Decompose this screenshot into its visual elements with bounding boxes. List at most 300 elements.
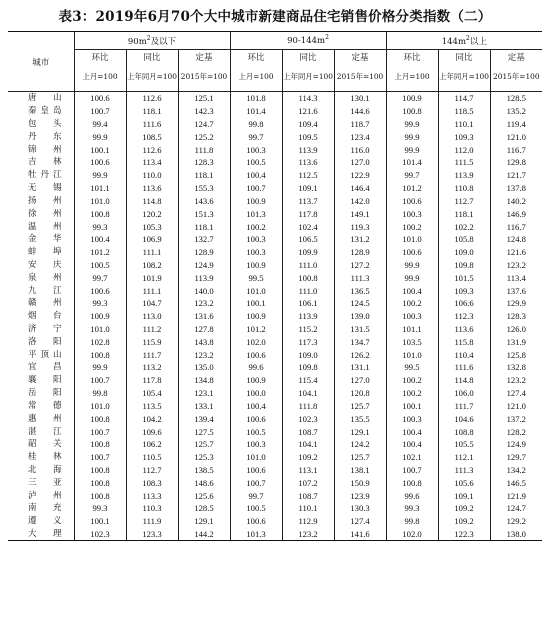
index-value: 100.9 [230,195,282,208]
index-value: 109.9 [282,246,334,259]
index-value: 127.2 [334,259,386,272]
index-value: 150.9 [334,476,386,489]
index-value: 111.5 [438,156,490,169]
index-value: 110.5 [126,451,178,464]
index-value: 101.8 [230,92,282,105]
sub-header-label: 环比 [74,50,126,64]
index-value: 102.0 [386,528,438,541]
index-value: 132.7 [178,233,230,246]
index-value: 107.2 [282,476,334,489]
index-value: 100.4 [386,425,438,438]
index-value: 121.9 [490,489,542,502]
index-value: 110.8 [438,182,490,195]
index-value: 126.2 [334,348,386,361]
index-value: 119.3 [334,220,386,233]
table-row [8,502,542,515]
index-value: 100.6 [386,195,438,208]
index-value: 101.1 [74,182,126,195]
index-value: 138.5 [178,464,230,477]
index-value: 112.7 [126,464,178,477]
city-name: 金华 [28,234,62,245]
index-value: 99.3 [74,297,126,310]
index-value: 138.1 [334,464,386,477]
index-value: 99.5 [386,361,438,374]
table-row [8,438,542,451]
index-value: 129.7 [490,451,542,464]
index-value: 100.6 [230,464,282,477]
group-header-small [74,32,230,50]
index-value: 115.8 [438,335,490,348]
index-value: 100.6 [230,348,282,361]
index-value: 109.0 [282,348,334,361]
index-value: 122.9 [334,169,386,182]
index-value: 116.7 [490,220,542,233]
table-row [8,361,542,374]
price-index-table-container [8,31,542,541]
index-value: 101.1 [386,323,438,336]
index-value: 109.5 [282,130,334,143]
index-value: 102.1 [386,451,438,464]
index-value: 128.3 [490,310,542,323]
index-value: 110.3 [126,502,178,515]
sub-header-label: 环比 [386,50,438,64]
index-value: 111.6 [438,361,490,374]
city-name: 扬州 [28,195,62,206]
table-row [8,297,542,310]
index-value: 138.0 [490,528,542,541]
index-value: 111.2 [126,323,178,336]
index-value: 101.4 [386,156,438,169]
sub-header-label: 定基 [334,50,386,64]
index-value: 113.1 [282,464,334,477]
index-value: 130.3 [334,502,386,515]
index-value: 125.6 [178,489,230,502]
index-value: 142.3 [178,105,230,118]
index-value: 151.3 [178,207,230,220]
index-value: 119.4 [490,118,542,131]
index-value: 128.5 [178,502,230,515]
index-value: 121.0 [490,130,542,143]
city-name: 吉林 [28,157,62,168]
index-value: 100.1 [386,400,438,413]
city-name: 锦州 [28,144,62,155]
table-row [8,476,542,489]
index-value: 113.9 [438,169,490,182]
index-value: 102.4 [282,220,334,233]
index-value: 127.0 [334,374,386,387]
index-value: 108.8 [438,425,490,438]
index-value: 111.8 [282,400,334,413]
city-name: 牡丹江 [28,170,62,181]
city-name: 韶关 [28,439,62,450]
group-label: 90-144m [287,35,326,46]
index-value: 109.8 [282,361,334,374]
index-value: 112.7 [438,195,490,208]
index-value: 99.6 [386,489,438,502]
index-value: 106.0 [438,387,490,400]
index-value: 113.3 [126,489,178,502]
index-value: 109.2 [438,502,490,515]
city-name: 无锡 [28,183,62,194]
index-value: 125.7 [334,451,386,464]
city-name: 安庆 [28,259,62,270]
index-value: 100.7 [74,451,126,464]
index-value: 101.3 [230,528,282,541]
sub-header-label: 定基 [178,50,230,64]
index-value: 100.1 [74,143,126,156]
index-value: 100.3 [386,207,438,220]
index-value: 108.7 [282,425,334,438]
index-value: 101.0 [74,195,126,208]
table-row [8,169,542,182]
index-value: 123.4 [334,130,386,143]
index-value: 110.4 [438,348,490,361]
index-value: 128.9 [334,246,386,259]
index-value: 123.2 [490,374,542,387]
index-value: 112.5 [282,169,334,182]
index-value: 100.6 [230,412,282,425]
index-value: 100.0 [230,387,282,400]
index-value: 144.2 [178,528,230,541]
index-value: 102.3 [74,528,126,541]
index-value: 113.6 [438,323,490,336]
index-value: 113.6 [282,156,334,169]
index-value: 146.9 [490,207,542,220]
table-row [8,118,542,131]
index-value: 125.7 [334,400,386,413]
index-value: 117.8 [126,374,178,387]
index-value: 101.0 [230,284,282,297]
index-value: 99.9 [386,143,438,156]
index-value: 155.3 [178,182,230,195]
group-header-medium [230,32,386,50]
index-value: 111.3 [438,464,490,477]
base-period-label: 上年同月=100 [438,63,490,92]
index-value: 129.8 [490,156,542,169]
index-value: 131.2 [334,233,386,246]
index-value: 100.4 [230,400,282,413]
index-value: 115.9 [126,335,178,348]
index-value: 114.8 [438,374,490,387]
index-value: 111.1 [126,246,178,259]
index-value: 110.1 [282,502,334,515]
index-value: 100.8 [74,348,126,361]
index-value: 100.7 [74,374,126,387]
group-label: 90m [127,36,147,47]
index-value: 143.6 [178,195,230,208]
index-value: 100.2 [386,297,438,310]
city-name: 九江 [28,285,62,296]
table-row [8,464,542,477]
index-value: 108.2 [126,259,178,272]
index-value: 127.0 [334,156,386,169]
index-value: 125.7 [178,438,230,451]
index-value: 143.8 [178,335,230,348]
index-value: 113.6 [126,182,178,195]
index-value: 128.9 [178,246,230,259]
city-name: 平顶山 [28,349,62,360]
index-value: 124.7 [178,118,230,131]
index-value: 121.0 [490,400,542,413]
index-value: 149.1 [334,207,386,220]
table-row [8,528,542,541]
table-row [8,182,542,195]
index-value: 122.3 [438,528,490,541]
table-row [8,374,542,387]
index-value: 135.0 [178,361,230,374]
city-name: 南充 [28,503,62,514]
index-value: 100.8 [282,271,334,284]
index-value: 112.6 [126,143,178,156]
index-value: 100.3 [230,143,282,156]
index-value: 136.5 [334,284,386,297]
index-value: 99.8 [74,387,126,400]
index-value: 100.9 [230,259,282,272]
index-value: 127.8 [178,323,230,336]
index-value: 104.1 [282,438,334,451]
index-value: 112.9 [282,515,334,528]
city-name: 泉州 [28,272,62,283]
index-value: 100.9 [230,310,282,323]
table-row [8,246,542,259]
index-value: 129.2 [490,515,542,528]
index-value: 101.0 [386,233,438,246]
table-body [8,92,542,541]
index-value: 117.8 [282,207,334,220]
index-value: 111.0 [282,284,334,297]
index-value: 132.8 [490,361,542,374]
index-value: 111.9 [126,515,178,528]
index-value: 102.0 [230,335,282,348]
index-value: 100.8 [74,438,126,451]
city-name: 宜昌 [28,362,62,373]
table-row [8,92,542,105]
index-value: 113.9 [282,310,334,323]
index-value: 125.3 [178,451,230,464]
index-value: 121.6 [282,105,334,118]
index-value: 125.2 [178,130,230,143]
index-value: 108.3 [126,476,178,489]
index-value: 131.6 [178,310,230,323]
index-value: 99.9 [386,118,438,131]
sub-header-label: 同比 [282,50,334,64]
index-value: 134.7 [334,335,386,348]
index-value: 105.8 [438,233,490,246]
index-value: 100.4 [386,438,438,451]
index-value: 99.9 [74,169,126,182]
table-row [8,130,542,143]
index-value: 127.5 [178,425,230,438]
index-value: 124.9 [178,259,230,272]
index-value: 101.0 [74,400,126,413]
table-row [8,348,542,361]
index-value: 121.6 [490,246,542,259]
index-value: 104.6 [438,412,490,425]
table-row [8,156,542,169]
sub-header-label: 同比 [126,50,178,64]
index-value: 99.9 [386,130,438,143]
index-value: 105.5 [438,438,490,451]
index-value: 100.8 [74,489,126,502]
index-value: 106.1 [282,297,334,310]
index-value: 106.9 [126,233,178,246]
index-value: 114.7 [438,92,490,105]
index-value: 125.1 [178,92,230,105]
index-value: 129.1 [178,515,230,528]
index-value: 106.6 [438,297,490,310]
price-index-table [8,31,542,541]
index-value: 101.5 [438,271,490,284]
index-value: 100.4 [230,169,282,182]
index-value: 100.3 [230,246,282,259]
index-value: 100.8 [74,207,126,220]
group-label-suffix: 及以下 [150,36,177,47]
city-name: 北海 [28,464,62,475]
index-value: 123.2 [490,259,542,272]
index-value: 124.7 [490,502,542,515]
index-value: 128.5 [490,92,542,105]
index-value: 111.7 [438,400,490,413]
index-value: 121.7 [490,169,542,182]
index-value: 105.6 [438,476,490,489]
index-value: 99.8 [386,515,438,528]
index-value: 100.8 [74,476,126,489]
index-value: 99.9 [74,361,126,374]
index-value: 100.2 [386,374,438,387]
index-value: 100.3 [230,438,282,451]
index-value: 139.4 [178,412,230,425]
index-value: 113.0 [126,310,178,323]
city-name: 烟台 [28,311,62,322]
index-value: 131.5 [334,323,386,336]
city-name: 包头 [28,119,62,130]
index-value: 123.1 [178,387,230,400]
index-value: 100.8 [74,464,126,477]
index-value: 108.5 [126,130,178,143]
group-label-sup: 2 [466,34,470,42]
index-value: 118.1 [126,105,178,118]
index-value: 112.1 [438,451,490,464]
index-value: 129.1 [334,425,386,438]
index-value: 102.2 [438,220,490,233]
table-row [8,412,542,425]
city-name: 遵义 [28,516,62,527]
city-name: 赣州 [28,298,62,309]
index-value: 101.2 [230,323,282,336]
index-value: 123.2 [282,528,334,541]
table-header [8,32,542,92]
index-value: 139.0 [334,310,386,323]
index-value: 113.4 [490,271,542,284]
index-value: 109.1 [438,489,490,502]
table-row [8,105,542,118]
index-value: 100.2 [230,220,282,233]
index-value: 100.6 [386,246,438,259]
index-value: 126.0 [490,323,542,336]
index-value: 118.5 [438,105,490,118]
index-value: 100.7 [386,464,438,477]
index-value: 100.4 [386,284,438,297]
index-value: 128.3 [178,156,230,169]
base-period-label: 上月=100 [386,63,438,92]
city-name: 襄阳 [28,375,62,386]
index-value: 100.7 [230,182,282,195]
index-value: 100.3 [386,412,438,425]
index-value: 99.9 [386,259,438,272]
table-row [8,489,542,502]
city-name: 洛阳 [28,336,62,347]
index-value: 142.0 [334,195,386,208]
index-value: 100.1 [230,297,282,310]
index-value: 114.8 [126,195,178,208]
index-value: 111.3 [334,271,386,284]
index-value: 113.4 [126,156,178,169]
index-value: 114.3 [282,92,334,105]
index-value: 100.6 [74,284,126,297]
group-header-large [386,32,542,50]
table-row [8,220,542,233]
index-value: 104.7 [126,297,178,310]
index-value: 108.7 [282,489,334,502]
table-row [8,259,542,272]
index-value: 111.7 [126,348,178,361]
index-value: 100.6 [74,156,126,169]
index-value: 101.2 [74,246,126,259]
index-value: 112.3 [438,310,490,323]
table-row [8,515,542,528]
index-value: 100.5 [74,259,126,272]
index-value: 113.2 [126,361,178,374]
index-value: 105.3 [126,220,178,233]
city-name: 桂林 [28,452,62,463]
index-value: 100.8 [386,105,438,118]
index-value: 100.1 [74,515,126,528]
city-name: 湛江 [28,426,62,437]
index-value: 125.8 [490,348,542,361]
index-value: 118.1 [178,169,230,182]
index-value: 101.0 [74,323,126,336]
group-label: 144m [441,36,467,47]
index-value: 101.0 [230,451,282,464]
index-value: 100.6 [74,92,126,105]
city-name: 常德 [28,400,62,411]
index-value: 106.2 [126,438,178,451]
base-period-label: 上月=100 [230,63,282,92]
index-value: 100.6 [230,515,282,528]
table-row [8,233,542,246]
index-value: 99.4 [74,118,126,131]
index-value: 118.1 [438,207,490,220]
city-name: 唐山 [28,93,62,104]
index-value: 113.9 [282,143,334,156]
sub-header-label: 环比 [230,50,282,64]
index-value: 110.0 [126,169,178,182]
city-name: 济宁 [28,324,62,335]
index-value: 124.2 [334,438,386,451]
index-value: 100.8 [74,412,126,425]
city-name: 秦皇岛 [28,106,62,117]
index-value: 99.3 [386,502,438,515]
index-value: 99.9 [386,271,438,284]
index-value: 123.2 [178,297,230,310]
index-value: 100.9 [230,374,282,387]
city-name: 岳阳 [28,388,62,399]
city-column-header: 城市 [8,32,74,92]
index-value: 111.6 [126,118,178,131]
city-name: 三亚 [28,477,62,488]
index-value: 109.3 [438,284,490,297]
index-value: 120.8 [334,387,386,400]
